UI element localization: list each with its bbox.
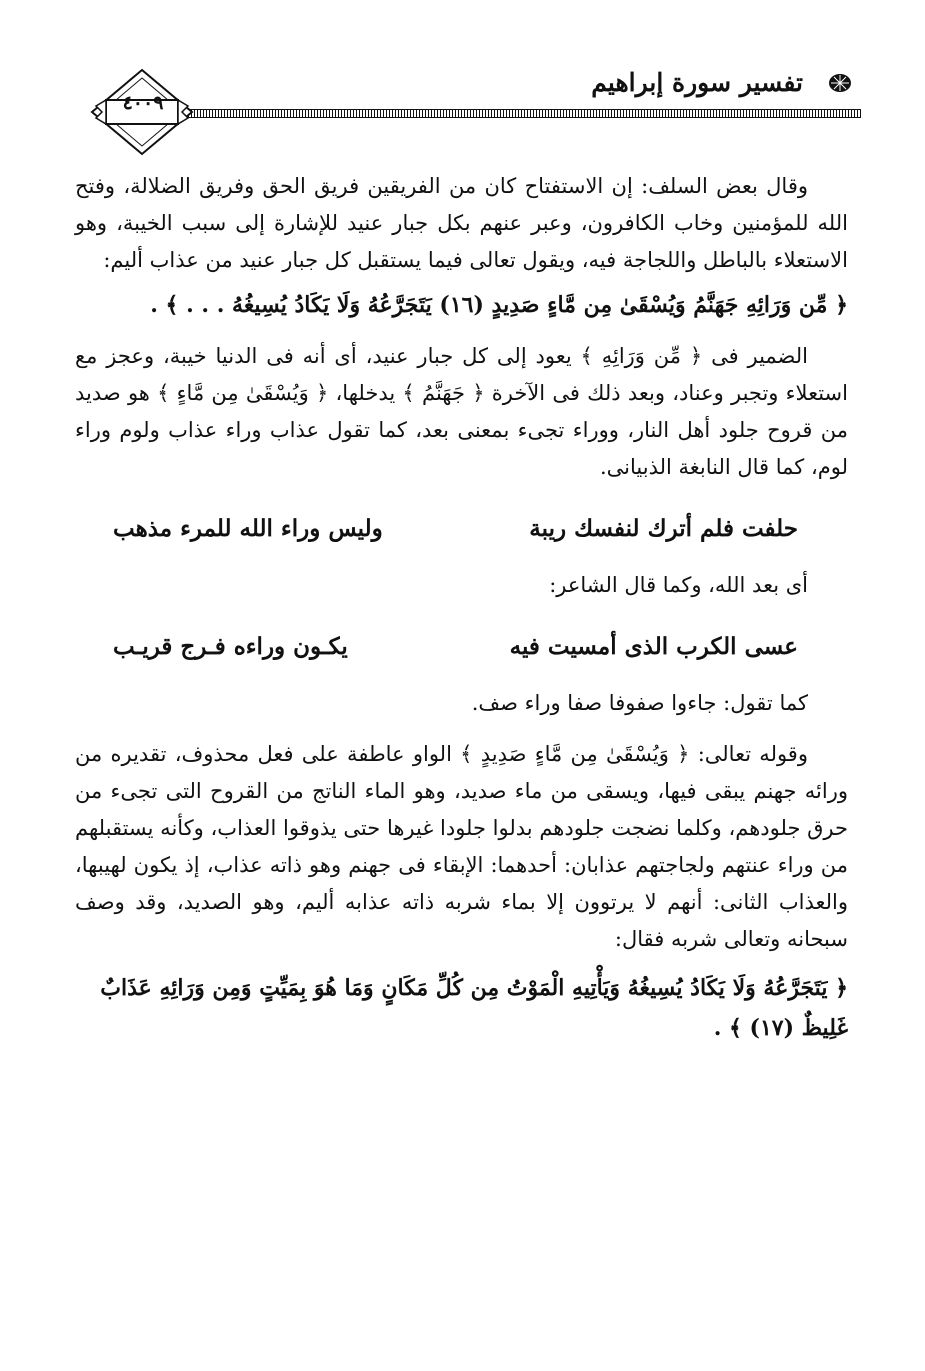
poem-1-second-hemistich: وليس وراء الله للمرء مذهب (113, 515, 383, 542)
flower-ornament-icon (825, 72, 855, 94)
poem-1-first-hemistich: حلفت فلم أترك لنفسك ريبة (529, 515, 798, 542)
paragraph-2: الضمير فى ﴿ مِّن وَرَائِهِ ﴾ يعود إلى كل جبار عنيد، أى أنه فى الدنيا خيبة، وعجز مع استعلاء وتجبر وعناد، وبعد ذلك فى الآخرة ﴿ جَهَنَّمُ ﴾ يدخلها، ﴿ وَيُسْقَىٰ مِن مَّاءٍ ﴾ هو صديد من قروح جلود أهل النار، ووراء تجىء بمعنى بعد، كما تقول عذاب وراء عذاب ولوم وراء لوم، كما قال النابغة الذبيانى. (75, 344, 848, 479)
poem-line-1 (75, 510, 848, 547)
paragraph-4: كما تقول: جاءوا صفوفا صفا وراء صف. (471, 691, 808, 715)
poem-2-second-hemistich: يكـون وراءه فـرج قريـب (113, 633, 348, 660)
page-number: ٤٠٠٩ (122, 92, 164, 114)
quran-verse-1: ﴿ مِّن وَرَائِهِ جَهَنَّمُ وَيُسْقَىٰ مِن مَّاءٍ صَدِيدٍ (١٦) يَتَجَرَّعُهُ وَلَا يَكَادُ يُسِيغُهُ . . . ﴾ . (150, 292, 848, 318)
poem-line-2 (75, 628, 848, 665)
poem-2-first-hemistich: عسى الكرب الذى أمسيت فيه (509, 633, 798, 660)
body-text (75, 168, 848, 1062)
paragraph-5: وقوله تعالى: ﴿ وَيُسْقَىٰ مِن مَّاءٍ صَدِيدٍ ﴾ الواو عاطفة على فعل محذوف، تقديره من ورائه جهنم يبقى فيها، ويسقى من ماء صديد، وهو الماء الناتج من القروح التى تجىء من حرق جلودهم، وكلما نضجت جلودهم بدلوا جلودا غيرها حتى يذوقوا العذاب، وكأنه يستقبلهم من وراء عنتهم ولجاجتهم عذابان: أحدهما: الإبقاء فى جهنم وهو ذاته عذاب، إذ يكون لهيبها، والعذاب الثانى: أنهم لا يرتوون إلا بماء شربه ذاته عذابه أليم، وهو الصديد، وقد وصف سبحانه وتعالى شربه فقال: (75, 742, 848, 951)
header-rule (176, 109, 861, 118)
quran-verse-2: ﴿ يَتَجَرَّعُهُ وَلَا يَكَادُ يُسِيغُهُ وَيَأْتِيهِ الْمَوْتُ مِن كُلِّ مَكَانٍ وَمَا هُوَ بِمَيِّتٍ وَمِن وَرَائِهِ عَذَابٌ غَلِيظٌ (١٧) ﴾ . (100, 975, 848, 1041)
page-header (0, 0, 925, 170)
paragraph-3: أى بعد الله، وكما قال الشاعر: (549, 573, 808, 597)
running-title: تفسير سورة إبراهيم (591, 68, 803, 97)
paragraph-1: وقال بعض السلف: إن الاستفتاح كان من الفريقين فريق الحق وفريق الضلالة، وفتح الله للمؤمنين وخاب الكافرون، وعبر عنهم بكل جبار عنيد للإشارة إلى سبب الخيبة، وهو الاستعلاء بالباطل واللجاجة فيه، ويقول تعالى فيما يستقبل كل جبار عنيد من عذاب أليم: (75, 174, 848, 272)
